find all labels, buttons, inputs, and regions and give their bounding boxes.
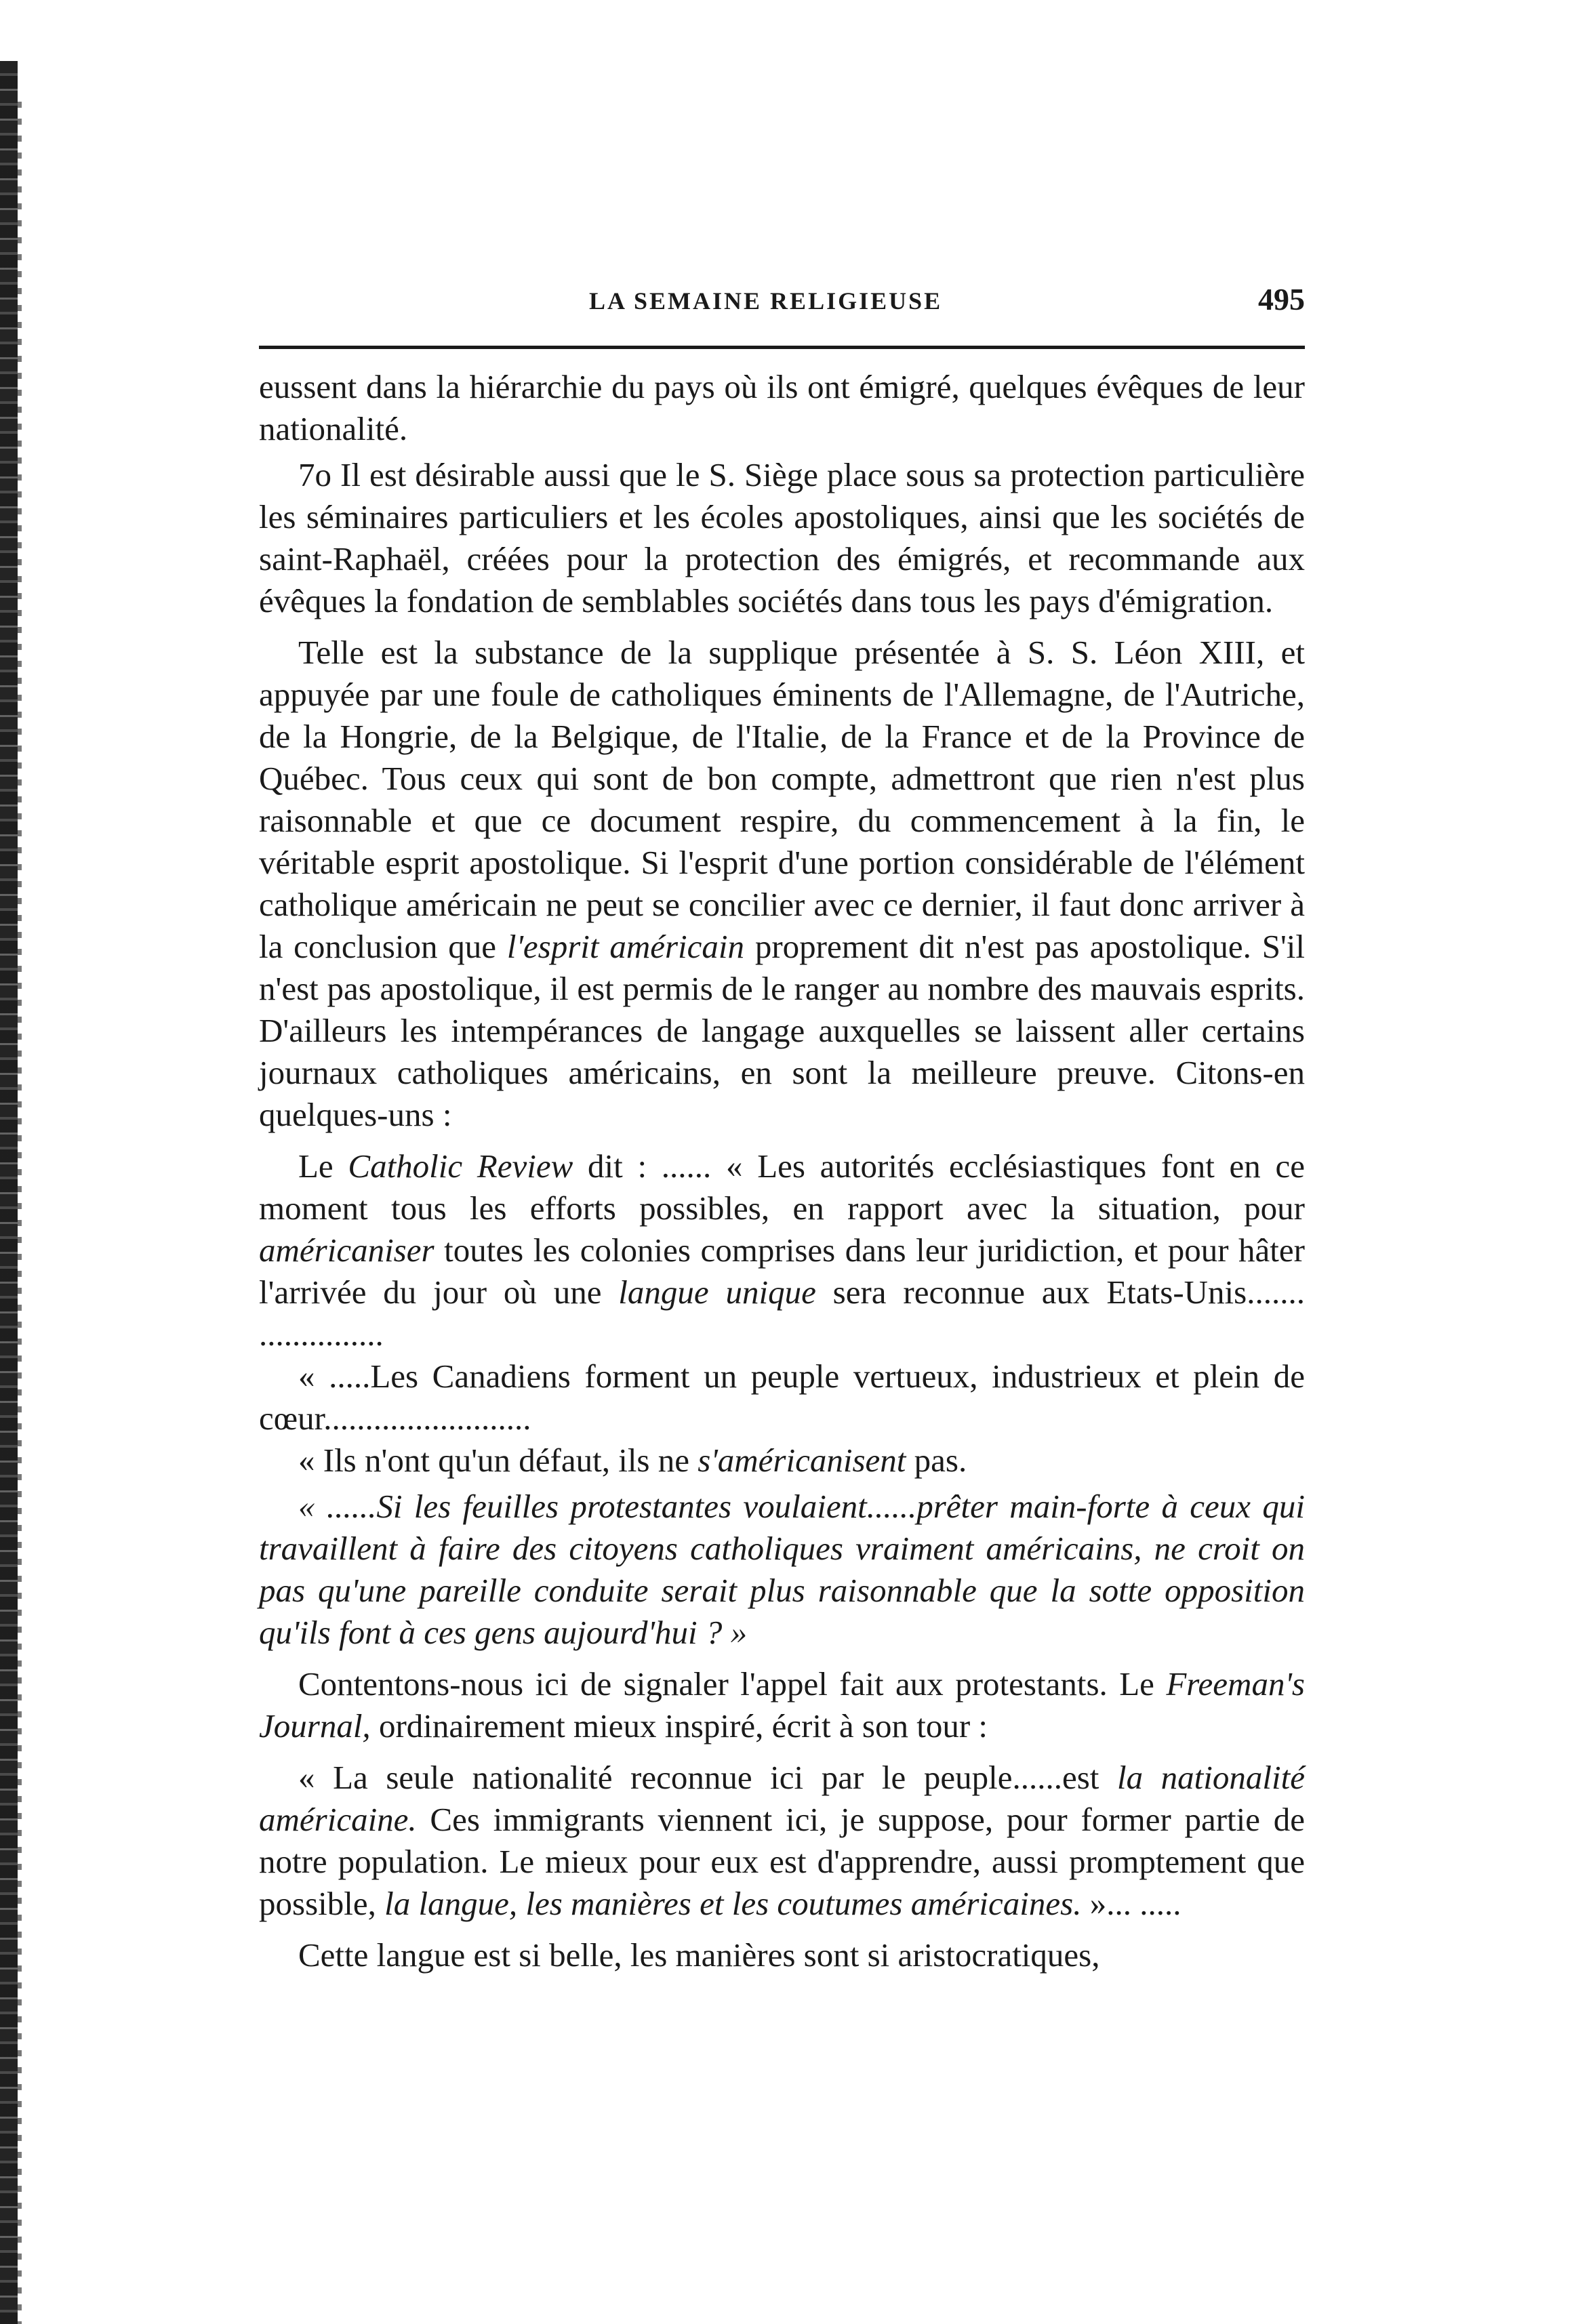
paragraph-item-7: 7o Il est désirable aussi que le S. Siège place sous sa protection particulière les séminaires particuliers et les écoles apostoliques, ainsi que les sociétés de saint-Raphaël, créées pour la protection des émigrés, et recommande aux évêques la fondation de semblables sociétés dans tous les pays d'émigration. xyxy=(259,456,1305,619)
text-run: toutes les colonies comprises dans leur juridiction, et pour hâter l'arrivée du jour où une xyxy=(259,1231,1305,1311)
page-body xyxy=(259,366,1305,1976)
page-header xyxy=(259,281,1305,322)
italic-run: Catholic Review xyxy=(348,1147,573,1185)
text-run: ordinairement mieux inspiré, écrit à son tour : xyxy=(370,1707,988,1745)
running-title: LA SEMAINE RELIGIEUSE xyxy=(589,287,943,314)
text-run: « La seule nationalité reconnue ici par le peuple......est xyxy=(298,1759,1117,1796)
text-run: pas. xyxy=(906,1442,967,1479)
text-run: dit : ...... « Les autorités ecclésiastiques font en ce moment tous les efforts possibles, en rapport avec la situation, pour xyxy=(259,1147,1305,1227)
paragraph-last-line: Cette langue est si belle, les manières sont si aristocratiques, xyxy=(298,1936,1100,1974)
quote-canadiens: « .....Les Canadiens forment un peuple vertueux, industrieux et plein de cœur......................... xyxy=(259,1358,1305,1437)
italic-run: l'esprit américain xyxy=(506,928,745,965)
quote-catholic-review xyxy=(259,1145,1305,1355)
italic-run: s'américanisent xyxy=(698,1442,906,1479)
text-run: sera reconnue aux Etats-Unis....... ............... xyxy=(259,1273,1305,1353)
page-number: 495 xyxy=(1258,282,1305,317)
text-run: Ces immigrants viennent ici, je suppose, pour former partie de notre population. Le mieux pour eux est d'apprendre, aussi promptement que possible, xyxy=(259,1801,1305,1922)
text-run: Telle est la substance de la supplique présentée à S. S. Léon XIII, et appuyée par une foule de catholiques éminents de l'Allemagne, de l'Autriche, de la Hongrie, de la Belgique, de l'Italie, de la France et de la Province de Québec. Tous ceux qui sont de bon compte, admettront que rien n'est plus raisonnable et que ce document respire, du commencement à la fin, le véritable esprit apostolique. Si l'esprit d'une portion considérable de l'élément catholique américain ne peut se concilier avec ce dernier, il faut donc arriver à la conclusion que xyxy=(259,634,1305,965)
paragraph-supplique xyxy=(259,632,1305,1136)
text-run: « Ils n'ont qu'un défaut, ils ne xyxy=(298,1442,698,1479)
italic-run: la nationalité américaine. xyxy=(259,1759,1306,1838)
text-run: »... ..... xyxy=(1081,1885,1181,1922)
paragraph-freemans-journal xyxy=(259,1663,1305,1747)
italic-run: la langue, les manières et les coutumes américaines. xyxy=(384,1885,1082,1922)
quote-nationalite xyxy=(259,1757,1305,1925)
italic-run: Freeman's Journal, xyxy=(259,1665,1305,1745)
italic-run: américaniser xyxy=(259,1231,435,1269)
text-run: Contentons-nous ici de signaler l'appel fait aux protestants. Le xyxy=(298,1665,1167,1703)
quote-feuilles-protestantes: « ......Si les feuilles protestantes voulaient......prêter main-forte à ceux qui travaillent à faire des citoyens catholiques vraiment américains, ne croit on pas qu'une pareille conduite serait plus raisonnable que la sotte opposition qu'ils font à ces gens aujourd'hui ? » xyxy=(259,1488,1305,1651)
header-rule xyxy=(259,346,1305,349)
book-spine-edge xyxy=(0,61,18,2324)
text-run: proprement dit n'est pas apostolique. S'il n'est pas apostolique, il est permis de le ranger au nombre des mauvais esprits. D'ailleurs les intempérances de langage auxquelles se laissent aller certains journaux catholiques américains, en sont la meilleure preuve. Citons-en quelques-uns : xyxy=(259,928,1305,1133)
paragraph-continuation: eussent dans la hiérarchie du pays où ils ont émigré, quelques évêques de leur nationalité. xyxy=(259,368,1305,447)
italic-run: langue unique xyxy=(618,1273,816,1311)
book-spine-shadow xyxy=(18,102,22,2324)
text-run: Le xyxy=(298,1147,348,1185)
quote-defaut xyxy=(259,1440,1305,1482)
